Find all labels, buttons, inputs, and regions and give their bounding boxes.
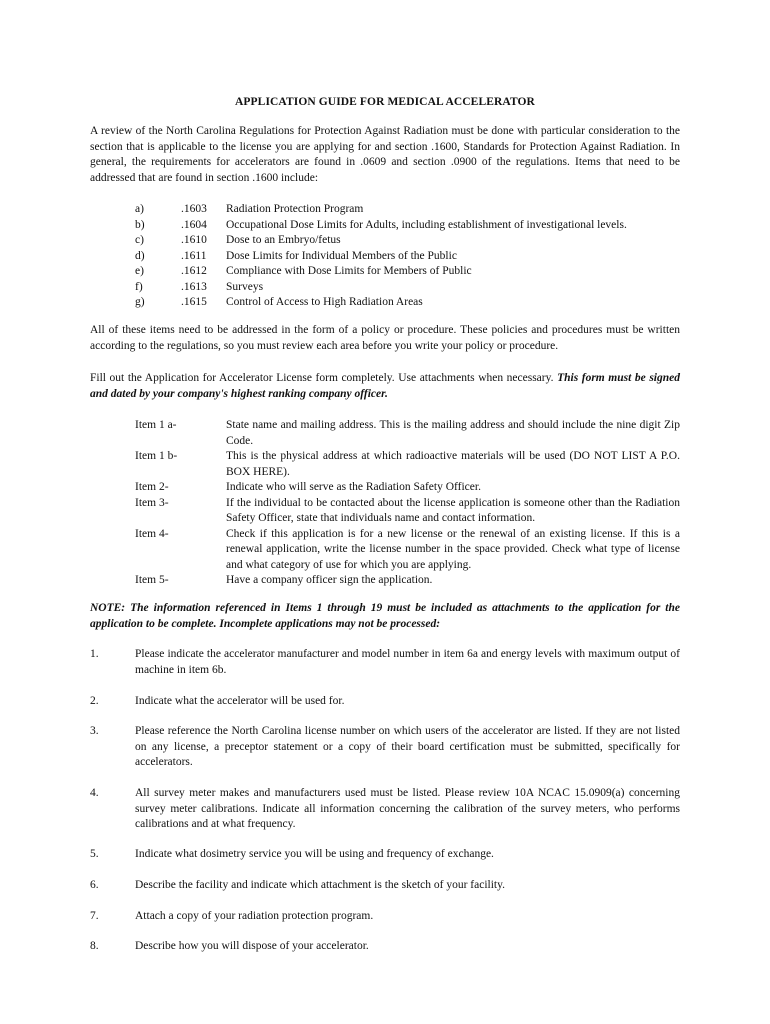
item-text: Indicate what the accelerator will be used for.: [135, 695, 345, 707]
section-code: .1612: [181, 265, 207, 277]
intro-paragraph: A review of the North Carolina Regulations for Protection Against Radiation must be done with particular consideration to the section that is applicable to the license you are applying for and section .1600, Standards for Protection Against Radiation. In general, the requirements for accelerators are found in .0609 and section .0900 of the regulations. Items that need to be addressed that are found in section .1600 include:: [90, 125, 680, 184]
item-label: Item 1 a-: [135, 419, 177, 431]
item-text: Please indicate the accelerator manufacturer and model number in item 6a and energy levels with maximum output of machine in item 6b.: [135, 648, 680, 676]
list-letter: d): [135, 249, 145, 262]
item-label: Item 1 b-: [135, 450, 178, 462]
section-code: .1613: [181, 280, 207, 293]
item-text: Attach a copy of your radiation protection program.: [135, 910, 374, 922]
regulation-list: [135, 202, 695, 311]
section-description: Control of Access to High Radiation Areas: [226, 296, 423, 308]
item-number: 5.: [90, 848, 99, 860]
section-description: Dose to an Embryo/fetus: [226, 234, 341, 246]
list-item: [135, 418, 680, 449]
list-item: [135, 218, 695, 234]
list-item: [135, 573, 680, 589]
list-item: [135, 295, 695, 311]
list-item: [135, 527, 680, 574]
list-item: [90, 939, 680, 955]
form-instruction-text: Fill out the Application for Accelerator License form completely. Use attachments when necessary.: [90, 372, 558, 384]
list-letter: f): [135, 280, 143, 293]
item-number: 4.: [90, 787, 99, 799]
item-text: This is the physical address at which radioactive materials will be used (DO NOT LIST A P.O. BOX HERE).: [226, 450, 680, 478]
section-code: .1610: [181, 234, 207, 246]
list-item: [135, 449, 680, 480]
item-text: All survey meter makes and manufacturers used must be listed. Please review 10A NCAC 15.0909(a) concerning survey meter calibrations. Indicate all information concerning the calibration of the survey meters, who performs calibrations and at what frequency.: [135, 787, 680, 830]
section-description: Dose Limits for Individual Members of the Public: [226, 249, 457, 262]
section-description: Surveys: [226, 280, 264, 293]
list-item: [90, 694, 680, 710]
list-item: [90, 878, 680, 894]
list-item: [135, 280, 695, 296]
list-item: [135, 264, 695, 280]
item-text: State name and mailing address. This is the mailing address and should include the nine digit Zip Code.: [226, 419, 680, 447]
item-number: 1.: [90, 648, 99, 660]
item-number: 2.: [90, 695, 99, 707]
list-letter: a): [135, 203, 144, 215]
item-label: Item 3-: [135, 496, 169, 509]
item-label: Item 4-: [135, 527, 169, 540]
item-text: Indicate what dosimetry service you will be using and frequency of exchange.: [135, 848, 494, 860]
item-text: Describe the facility and indicate which attachment is the sketch of your facility.: [135, 879, 505, 891]
list-letter: c): [135, 234, 144, 246]
form-instruction-paragraph: [90, 371, 680, 402]
list-item: [90, 909, 680, 925]
note-paragraph: NOTE: The information referenced in Items 1 through 19 must be included as attachments to the application for the application to be complete. Incomplete applications may not be processed:: [90, 602, 680, 630]
section-code: .1611: [181, 249, 207, 262]
section-description: Compliance with Dose Limits for Members of Public: [226, 265, 472, 277]
item-number: 8.: [90, 940, 99, 952]
item-number: 3.: [90, 725, 99, 737]
page-title: APPLICATION GUIDE FOR MEDICAL ACCELERATOR: [235, 96, 535, 108]
signature-requirement-text: This form must be signed and dated by your company's highest ranking company officer.: [90, 372, 680, 400]
section-code: .1603: [181, 203, 207, 215]
item-number: 7.: [90, 910, 99, 922]
item-number: 6.: [90, 879, 99, 891]
section-code: .1615: [181, 296, 207, 308]
section-code: .1604: [181, 218, 207, 231]
list-item: [90, 847, 680, 863]
item-text: Indicate who will serve as the Radiation Safety Officer.: [226, 481, 481, 493]
item-text: Describe how you will dispose of your accelerator.: [135, 940, 369, 952]
form-item-list: [135, 418, 680, 589]
item-label: Item 5-: [135, 574, 169, 586]
list-item: [135, 249, 695, 265]
section-description: Radiation Protection Program: [226, 203, 364, 215]
list-item: [90, 724, 680, 771]
item-text: Check if this application is for a new license or the renewal of an existing license. If this is a renewal application, write the license number in the space provided. Check what type of license and what category of use for which you are applying.: [226, 527, 680, 571]
list-item: [135, 496, 680, 527]
item-label: Item 2-: [135, 481, 169, 493]
list-item: [90, 786, 680, 833]
item-text: Please reference the North Carolina license number on which users of the accelerator are listed. If they are not listed on any license, a preceptor statement or a copy of their board certification must be submitted, specifically for accelerators.: [135, 725, 680, 768]
list-letter: g): [135, 296, 145, 308]
list-item: [90, 647, 680, 678]
list-item: [135, 202, 695, 218]
item-text: Have a company officer sign the application.: [226, 574, 433, 586]
item-text: If the individual to be contacted about the license application is someone other than the Radiation Safety Officer, state that individuals name and contact information.: [226, 496, 680, 524]
policy-paragraph: All of these items need to be addressed in the form of a policy or procedure. These policies and procedures must be written according to the regulations, so you must review each area before you write your policy or procedure.: [90, 324, 680, 352]
list-letter: b): [135, 218, 145, 231]
list-letter: e): [135, 265, 144, 277]
list-item: [135, 480, 680, 496]
section-description: Occupational Dose Limits for Adults, including establishment of investigational levels.: [226, 218, 627, 231]
list-item: [135, 233, 695, 249]
